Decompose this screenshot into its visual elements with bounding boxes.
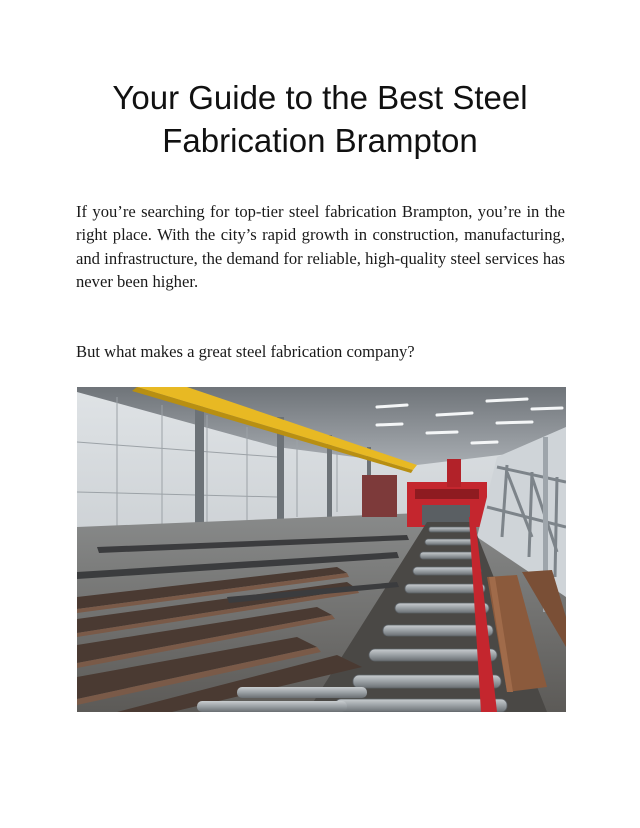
title-line-2: Fabrication Brampton: [162, 122, 478, 159]
intro-paragraph: If you’re searching for top-tier steel fabrication Brampton, you’re in the right place. With the city’s rapid growth in construction, manufacturing, and infrastructure, the demand for reliable, high-quality steel services has never been higher.: [76, 202, 565, 292]
steel-fabrication-photo: [77, 387, 566, 712]
question-paragraph: But what makes a great steel fabrication company?: [76, 342, 415, 361]
title-line-1: Your Guide to the Best Steel: [112, 79, 528, 116]
page-title: [60, 76, 580, 162]
